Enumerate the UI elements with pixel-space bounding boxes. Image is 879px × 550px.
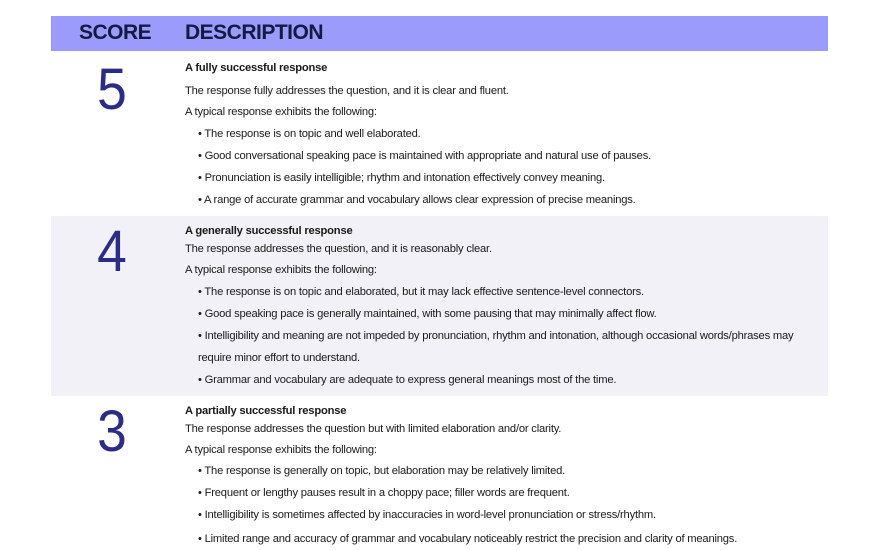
score-row-3 [51,397,828,550]
list-item: • Pronunciation is easily intelligible; rhythm and intonation effectively convey meaning. [198,172,605,184]
row-title: A fully successful response [185,62,328,74]
score-number: 3 [97,399,127,464]
score-number: 5 [97,57,127,122]
list-item: • Intelligibility is sometimes affected by inaccuracies in word-level pronunciation or stress/rhythm. [198,509,656,521]
row-title: A generally successful response [185,225,353,237]
description-column-header: DESCRIPTION [185,21,324,44]
list-item: • Frequent or lengthy pauses result in a choppy pace; filler words are frequent. [198,487,570,499]
list-item-continuation: require minor effort to understand. [198,352,360,364]
table-header [51,16,828,51]
row-summary: The response addresses the question, and it is reasonably clear. [185,243,492,255]
row-summary: The response addresses the question but with limited elaboration and/or clarity. [185,423,562,435]
score-row-4 [51,216,828,396]
row-intro: A typical response exhibits the following: [185,106,377,118]
row-intro: A typical response exhibits the following: [185,264,377,276]
list-item: • Intelligibility and meaning are not impeded by pronunciation, rhythm and intonation, although occasional words/phrases may [198,330,794,342]
row-summary: The response fully addresses the question, and it is clear and fluent. [185,85,509,97]
list-item: • Good speaking pace is generally maintained, with some pausing that may minimally affect flow. [198,308,657,320]
list-item: • Good conversational speaking pace is maintained with appropriate and natural use of pauses. [198,150,652,162]
list-item: • The response is on topic and elaborated, but it may lack effective sentence-level connectors. [198,286,644,298]
row-intro: A typical response exhibits the following: [185,444,377,456]
score-column-header: SCORE [79,21,152,44]
list-item: • The response is on topic and well elaborated. [198,128,421,140]
list-item: • The response is generally on topic, but elaboration may be relatively limited. [198,465,566,477]
score-number: 4 [97,219,127,284]
row-title: A partially successful response [185,405,347,417]
list-item: • Limited range and accuracy of grammar and vocabulary noticeably restrict the precision and clarity of meanings. [198,533,738,545]
list-item: • A range of accurate grammar and vocabulary allows clear expression of precise meanings. [198,194,636,206]
score-row-5 [51,52,828,215]
list-item: • Grammar and vocabulary are adequate to express general meanings most of the time. [198,374,617,386]
